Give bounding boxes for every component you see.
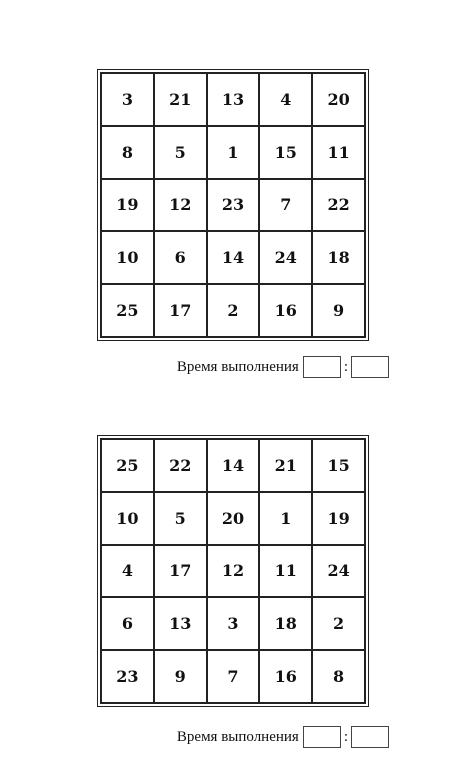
grid-cell[interactable]: 5 — [154, 126, 207, 179]
number-table-2 — [100, 438, 366, 704]
grid-cell[interactable]: 4 — [101, 545, 154, 598]
grid-cell[interactable]: 15 — [312, 439, 365, 492]
grid-cell[interactable]: 12 — [207, 545, 260, 598]
time-separator: : — [343, 358, 348, 375]
grid-cell[interactable]: 9 — [154, 650, 207, 703]
schulte-grid-1 — [97, 69, 369, 341]
completion-time-row-1 — [177, 355, 389, 379]
grid-cell[interactable]: 10 — [101, 231, 154, 284]
table-row — [101, 284, 365, 337]
grid-cell[interactable]: 20 — [312, 73, 365, 126]
grid-cell[interactable]: 2 — [207, 284, 260, 337]
number-table-1 — [100, 72, 366, 338]
grid-cell[interactable]: 16 — [259, 284, 312, 337]
grid-cell[interactable]: 23 — [207, 179, 260, 232]
grid-cell[interactable]: 18 — [259, 597, 312, 650]
grid-cell[interactable]: 22 — [312, 179, 365, 232]
grid-cell[interactable]: 7 — [207, 650, 260, 703]
grid-cell[interactable]: 4 — [259, 73, 312, 126]
minutes-input[interactable] — [303, 356, 341, 378]
grid-cell[interactable]: 17 — [154, 284, 207, 337]
seconds-input[interactable] — [351, 726, 389, 748]
grid-cell[interactable]: 11 — [259, 545, 312, 598]
grid-cell[interactable]: 25 — [101, 284, 154, 337]
table-row — [101, 231, 365, 284]
grid-cell[interactable]: 20 — [207, 492, 260, 545]
grid-cell[interactable]: 6 — [154, 231, 207, 284]
table-row — [101, 439, 365, 492]
completion-time-label: Время выполнения — [176, 358, 299, 375]
table-row — [101, 73, 365, 126]
table-row — [101, 597, 365, 650]
grid-cell[interactable]: 5 — [154, 492, 207, 545]
grid-cell[interactable]: 7 — [259, 179, 312, 232]
grid-cell[interactable]: 25 — [101, 439, 154, 492]
grid-cell[interactable]: 12 — [154, 179, 207, 232]
grid-cell[interactable]: 22 — [154, 439, 207, 492]
grid-cell[interactable]: 18 — [312, 231, 365, 284]
completion-time-label: Время выполнения — [176, 728, 299, 745]
grid-cell[interactable]: 1 — [207, 126, 260, 179]
grid-cell[interactable]: 17 — [154, 545, 207, 598]
table-row — [101, 650, 365, 703]
seconds-input[interactable] — [351, 356, 389, 378]
grid-cell[interactable]: 13 — [154, 597, 207, 650]
schulte-grid-2 — [97, 435, 369, 707]
grid-cell[interactable]: 8 — [312, 650, 365, 703]
grid-cell[interactable]: 16 — [259, 650, 312, 703]
grid-cell[interactable]: 10 — [101, 492, 154, 545]
grid-cell[interactable]: 13 — [207, 73, 260, 126]
grid-cell[interactable]: 1 — [259, 492, 312, 545]
table-row — [101, 179, 365, 232]
grid-cell[interactable]: 9 — [312, 284, 365, 337]
grid-cell[interactable]: 24 — [312, 545, 365, 598]
grid-cell[interactable]: 8 — [101, 126, 154, 179]
grid-cell[interactable]: 23 — [101, 650, 154, 703]
table-row — [101, 492, 365, 545]
grid-cell[interactable]: 21 — [154, 73, 207, 126]
grid-cell[interactable]: 3 — [101, 73, 154, 126]
completion-time-row-2 — [177, 725, 389, 749]
grid-cell[interactable]: 14 — [207, 231, 260, 284]
table-row — [101, 545, 365, 598]
grid-cell[interactable]: 6 — [101, 597, 154, 650]
grid-cell[interactable]: 2 — [312, 597, 365, 650]
time-separator: : — [343, 728, 348, 745]
grid-cell[interactable]: 21 — [259, 439, 312, 492]
grid-cell[interactable]: 19 — [101, 179, 154, 232]
minutes-input[interactable] — [303, 726, 341, 748]
grid-cell[interactable]: 11 — [312, 126, 365, 179]
grid-cell[interactable]: 3 — [207, 597, 260, 650]
table-row — [101, 126, 365, 179]
grid-cell[interactable]: 24 — [259, 231, 312, 284]
grid-cell[interactable]: 15 — [259, 126, 312, 179]
grid-cell[interactable]: 19 — [312, 492, 365, 545]
grid-cell[interactable]: 14 — [207, 439, 260, 492]
